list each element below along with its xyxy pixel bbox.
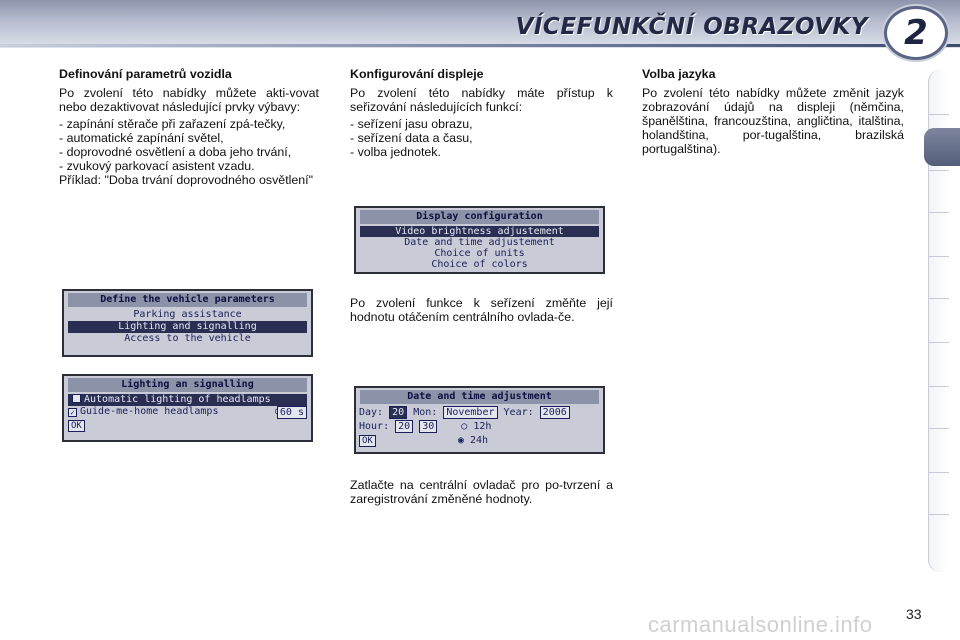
screen-title: Lighting an signalling <box>68 378 307 392</box>
time-row <box>356 420 603 434</box>
month-label: Mon: <box>413 407 438 418</box>
vehicle-parameters-section <box>59 67 319 187</box>
menu-item-choice-colors[interactable]: Choice of colors <box>431 259 528 270</box>
automatic-lighting-option[interactable] <box>68 394 307 406</box>
menu-item-video-brightness[interactable]: Video brightness adjustement <box>360 226 599 237</box>
option-label: Guide-me-home headlamps <box>80 406 219 417</box>
option-label: Automatic lighting of headlamps <box>84 394 271 405</box>
ok-button[interactable]: OK <box>359 435 376 447</box>
screen-title: Display configuration <box>360 210 599 224</box>
hour-field[interactable]: 20 <box>395 420 413 433</box>
date-row <box>356 406 603 420</box>
menu-item-lighting-signalling[interactable]: Lighting and signalling <box>68 321 307 333</box>
list-item: - zvukový parkovací asistent vzadu. <box>59 159 319 173</box>
day-field[interactable]: 20 <box>389 406 407 419</box>
day-label: Day: <box>359 407 384 418</box>
lighting-screen <box>62 374 313 442</box>
display-configuration-section <box>350 67 613 159</box>
vehicle-parameters-screen <box>62 289 313 357</box>
confirm-instruction: Zatlačte na centrální ovladač pro po-tvrzení a zaregistrování změněné hodnoty. <box>350 478 613 506</box>
section-heading: Definování parametrů vozidla <box>59 67 232 81</box>
option-12h-label: 12h <box>473 421 492 432</box>
radio-selected-icon[interactable]: ◉ <box>457 435 464 446</box>
option-24h-label: 24h <box>469 435 488 446</box>
header-divider <box>0 44 960 47</box>
page-number: 33 <box>906 606 922 622</box>
chapter-title: VÍCEFUNKČNÍ OBRAZOVKY <box>515 14 868 40</box>
hour-label: Hour: <box>359 421 390 432</box>
adjust-instruction: Po zvolení funkce k seřízení změňte její hodnotu otáčením centrálního ovlada-če. <box>350 296 613 324</box>
feature-list <box>59 117 319 173</box>
duration-field[interactable]: 60 s <box>277 406 307 419</box>
section-text: Po zvolení této nabídky můžete změnit jazyk zobrazování údajů na displeji (němčina, španělština, francouzština, angličtina, italština, holandština, por-tugalština, brazilská portugalština). <box>642 86 904 156</box>
watermark: carmanualsonline.info <box>648 612 873 637</box>
list-item: - doprovodné osvětlení a doba jeho trvání, <box>59 145 319 159</box>
example-text: Příklad: "Doba trvání doprovodného osvětlení" <box>59 173 314 187</box>
section-heading: Volba jazyka <box>642 67 716 81</box>
radio-empty-icon[interactable]: ○ <box>461 421 468 432</box>
year-field[interactable]: 2006 <box>540 406 570 419</box>
language-section <box>642 67 904 156</box>
checkbox-icon[interactable] <box>72 394 81 403</box>
list-item: - seřízení jasu obrazu, <box>350 117 613 131</box>
section-intro: Po zvolení této nabídky máte přístup k seřizování následujících funkcí: <box>350 86 613 114</box>
section-intro: Po zvolení této nabídky můžete akti-vovat nebo dezaktivovat následující prvky výbavy: <box>59 86 319 114</box>
list-item: - volba jednotek. <box>350 145 613 159</box>
display-configuration-screen <box>354 206 605 274</box>
menu-item-parking-assistance[interactable]: Parking assistance <box>133 309 242 320</box>
minute-field[interactable]: 30 <box>419 420 437 433</box>
screen-title: Date and time adjustment <box>360 390 599 404</box>
screen-title: Define the vehicle parameters <box>68 293 307 307</box>
checkbox-checked-icon[interactable]: ✓ <box>68 408 77 417</box>
chapter-number-badge: 2 <box>884 6 948 60</box>
chapter-tab-active[interactable] <box>924 128 960 166</box>
feature-list <box>350 117 613 159</box>
menu-item-access-vehicle[interactable]: Access to the vehicle <box>124 333 251 344</box>
menu-item-date-time[interactable]: Date and time adjustement <box>404 237 555 248</box>
month-field[interactable]: November <box>443 406 497 419</box>
date-time-screen <box>354 386 605 454</box>
guide-me-home-option[interactable] <box>64 406 311 418</box>
format-row <box>356 434 603 448</box>
menu-item-choice-units[interactable]: Choice of units <box>434 248 525 259</box>
section-heading: Konfigurování displeje <box>350 67 484 81</box>
list-item: - zapínání stěrače při zařazení zpá-tečky, <box>59 117 319 131</box>
year-label: Year: <box>503 407 534 418</box>
list-item: - seřízení data a času, <box>350 131 613 145</box>
ok-button[interactable]: OK <box>68 420 85 432</box>
list-item: - automatické zapínání světel, <box>59 131 319 145</box>
